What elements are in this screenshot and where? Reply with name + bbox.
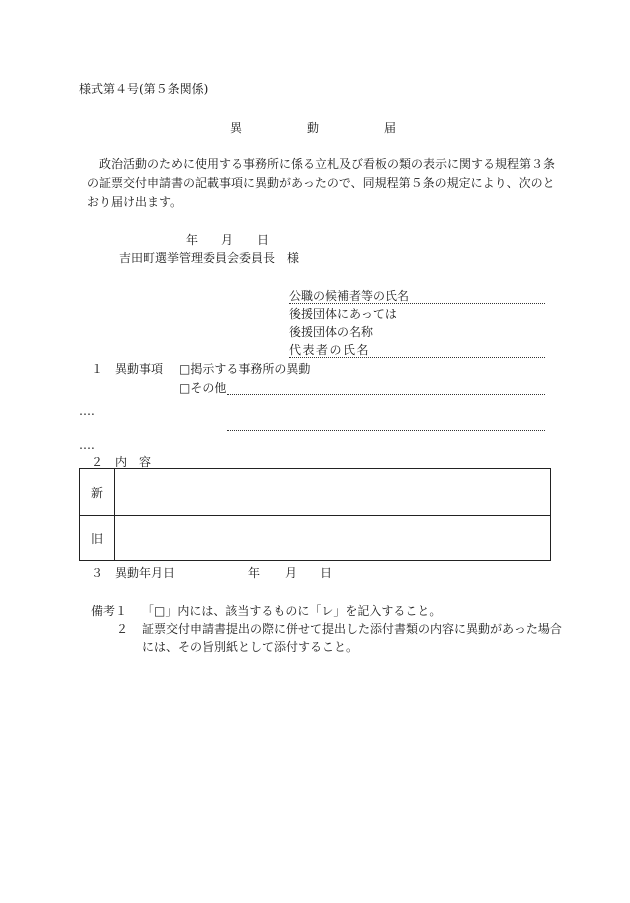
content-label: ２ 内 容: [91, 455, 152, 469]
other-field-line-2[interactable]: [227, 430, 545, 431]
row-old-label: 旧: [90, 532, 103, 546]
representative-name-field[interactable]: [289, 357, 545, 358]
addressee: 吉田町選挙管理委員会委員長 様: [119, 251, 300, 265]
support-group-label-1: 後援団体にあっては: [289, 307, 397, 321]
representative-label: 代表者の氏名: [289, 343, 371, 357]
option-other[interactable]: □その他: [179, 381, 227, 395]
body-text-line-3: おり届け出ます。: [87, 195, 183, 209]
date-day-label: 日: [257, 233, 270, 247]
body-text-line-1: 政治活動のために使用する事務所に係る立札及び看板の類の表示に関する規程第３条: [99, 157, 556, 171]
date-year-label: 年: [186, 233, 199, 247]
content-table: [79, 468, 551, 561]
change-date-month: 月: [285, 566, 298, 580]
option-office-change[interactable]: □掲示する事務所の異動: [179, 362, 311, 376]
title-char-1: 異: [230, 121, 243, 135]
candidate-name-label: 公職の候補者等の氏名: [289, 289, 410, 303]
change-date-label: ３ 異動年月日: [91, 566, 176, 580]
row-new-label: 新: [90, 486, 103, 500]
form-number: 様式第４号(第５条関係): [79, 82, 209, 96]
date-month-label: 月: [221, 233, 234, 247]
support-group-label-2: 後援団体の名称: [289, 325, 374, 339]
change-items-label: １ 異動事項: [91, 362, 164, 376]
ellipsis-2: ….: [79, 438, 95, 452]
other-field-line-1[interactable]: [227, 394, 545, 395]
row-new-field[interactable]: [115, 469, 550, 515]
candidate-name-field[interactable]: [289, 303, 545, 304]
title-char-3: 届: [384, 121, 397, 135]
ellipsis-1: ….: [79, 404, 95, 418]
row-old-field[interactable]: [115, 516, 550, 560]
title-char-2: 動: [307, 121, 320, 135]
note-2-line-2: には、その旨別紙として添付すること。: [142, 640, 359, 654]
change-date-year: 年: [248, 566, 261, 580]
note-2-line-1: 証票交付申請書提出の際に併せて提出した添付書類の内容に異動があった場合: [142, 622, 562, 636]
note-2-number: ２: [116, 622, 129, 636]
body-text-line-2: の証票交付申請書の記載事項に異動があったので、同規程第５条の規定により、次のと: [87, 176, 555, 190]
notes-label: 備考１: [91, 604, 128, 618]
form-title: [230, 121, 397, 135]
note-1: 「□」内には、該当するものに「レ」を記入すること。: [142, 604, 442, 618]
change-date-day: 日: [320, 566, 333, 580]
